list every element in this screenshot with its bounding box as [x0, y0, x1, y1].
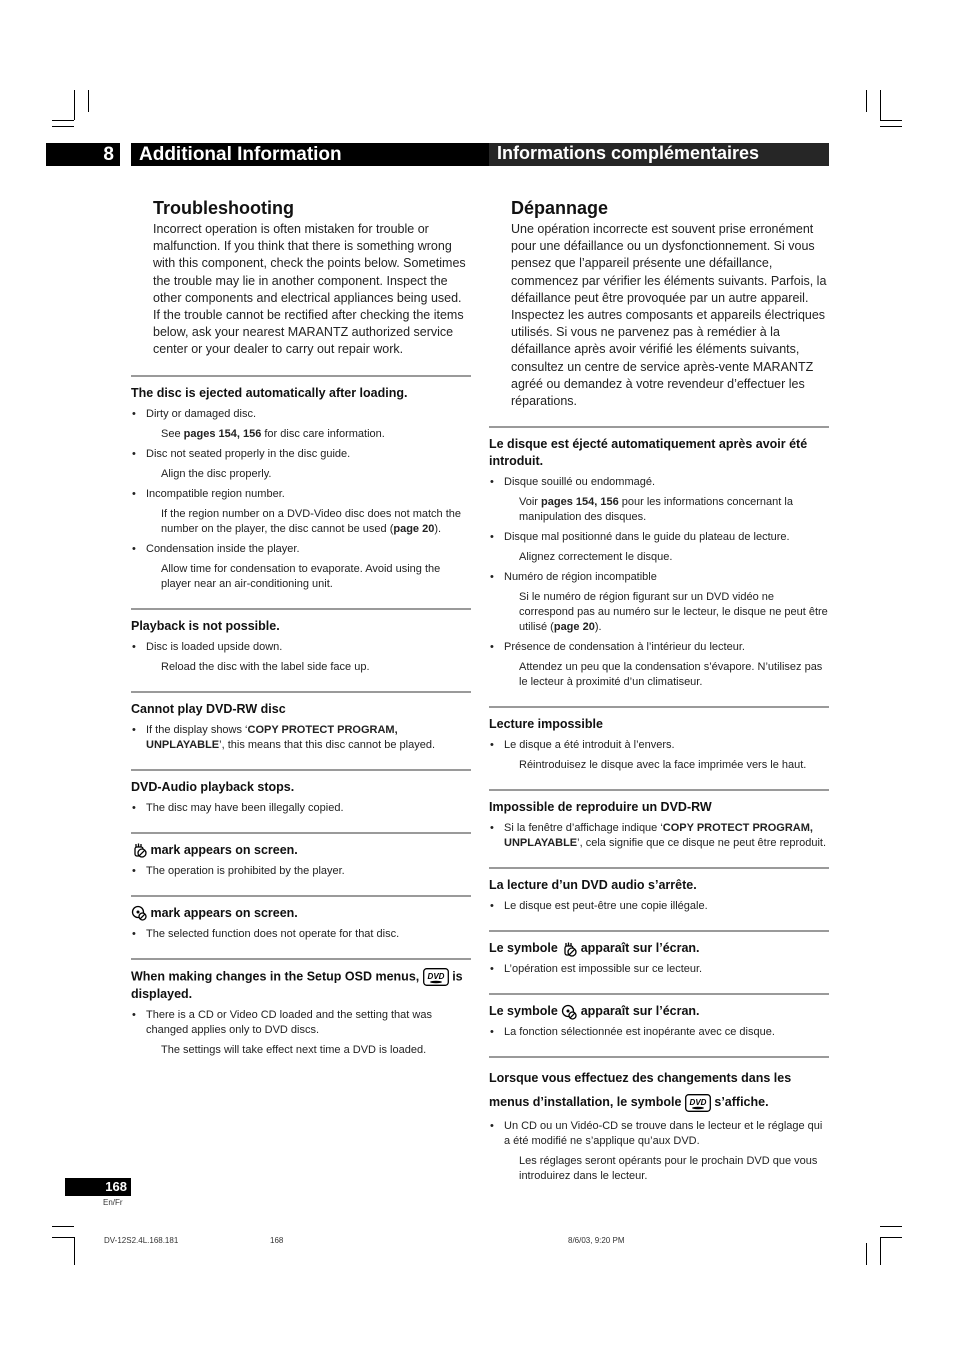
crop-mark	[880, 1226, 902, 1227]
bullet-icon: •	[132, 723, 136, 736]
bullet-icon: •	[490, 571, 494, 584]
bullet-icon: •	[132, 407, 136, 420]
list-item: • Un CD ou un Vidéo-CD se trouve dans le lecteur et le réglage qui a été modifié ne s’applique qu’aux DVD.	[490, 1120, 823, 1148]
list-item: • Dirty or damaged disc.	[132, 407, 257, 420]
section-title: When making changes in the Setup OSD menus, DVD is displayed.	[131, 968, 463, 1001]
list-item: • Disc not seated properly in the disc guide.	[132, 447, 351, 460]
list-item: • Disque souillé ou endommagé.	[490, 476, 656, 489]
crop-mark	[880, 1237, 902, 1238]
bullet-icon: •	[490, 822, 494, 835]
section-title: Lorsque vous effectuez des changements dans les menus d’installation, le symbole DVD s’affiche.	[489, 1066, 829, 1114]
remedy: Les réglages seront opérants pour le prochain DVD que vous introduirez dans le lecteur.	[519, 1155, 818, 1183]
crop-mark	[880, 120, 902, 121]
disc-crossed-icon	[131, 905, 147, 921]
bullet-icon: •	[132, 447, 136, 460]
dvd-logo-icon	[685, 1094, 711, 1112]
section-title: Lecture impossible	[489, 717, 603, 732]
section-disc-mark	[131, 895, 471, 942]
crop-mark	[52, 120, 74, 121]
intro-text: Une opération incorrecte est souvent prise erronément pour une défaillance ou un dysfonctionnement. Si vous pensez que l’appareil présente une défaillance, commencez par vérifier les éléments suivants. Parfois, la défaillance peut être provoquée par un autre appareil. Inspectez les autres composants et appareils électriques utilisés. Si vous ne parvenez pas à remédier à la défaillance après avoir vérifié les éléments suivants, consultez un centre de service après-vente MARANTZ agréé ou demandez à votre revendeur d’effectuer les réparations.	[511, 222, 827, 409]
section-disc-ejected	[131, 375, 471, 592]
section-playback-not-possible	[131, 608, 471, 675]
dvd-logo-icon	[423, 968, 449, 986]
intro-text: Incorrect operation is often mistaken for trouble or malfunction. If you think that there is something wrong with this component, check the points below. Sometimes the trouble may lie in another component. Inspect the other components and electrical appliances being used. If the trouble cannot be rectified after checking the items below, ask your nearest MARANTZ authorized service center or your dealer to carry out repair work.	[153, 222, 466, 357]
list-item: • The selected function does not operate for that disc.	[132, 927, 400, 940]
french-column	[489, 198, 829, 1189]
crop-mark	[866, 90, 867, 112]
section-title: mark appears on screen.	[131, 905, 471, 922]
list-item: • Si la fenêtre d’affichage indique ‘COPY PROTECT PROGRAM, UNPLAYABLE’, cela signifie que ce disque ne peut être reproduit.	[490, 822, 827, 850]
list-item: • La fonction sélectionnée est inopérante avec ce disque.	[490, 1026, 775, 1039]
crop-mark	[880, 126, 902, 127]
crop-mark	[880, 90, 881, 120]
remedy: Align the disc properly.	[161, 467, 272, 480]
remedy: See pages 154, 156 for disc care information.	[161, 427, 385, 440]
crop-mark	[88, 90, 89, 112]
section-dvd-audio-stops	[131, 769, 471, 816]
svg-text:DVD: DVD	[427, 971, 445, 981]
chapter-title-fr: Informations complémentaires	[489, 143, 829, 166]
section-dvd-audio-fr	[489, 867, 829, 914]
list-item: • The operation is prohibited by the player.	[132, 864, 345, 877]
bullet-icon: •	[490, 531, 494, 544]
list-item: • Disc is loaded upside down.	[132, 640, 283, 653]
section-title: Le symbole apparaît sur l’écran.	[489, 1004, 700, 1019]
remedy: The settings will take effect next time a DVD is loaded.	[161, 1043, 427, 1056]
svg-text:DVD: DVD	[689, 1097, 707, 1107]
list-item: • Le disque a été introduit à l’envers.	[490, 739, 675, 752]
bullet-icon: •	[132, 542, 136, 555]
file-name: DV-12S2.4L.168.181	[104, 1236, 179, 1245]
section-title: mark appears on screen.	[131, 842, 471, 859]
section-title: DVD-Audio playback stops.	[131, 779, 295, 794]
bullet-icon: •	[490, 1120, 494, 1133]
section-symbole-disque	[489, 993, 829, 1040]
heading-depannage: Dépannage	[511, 198, 609, 218]
list-item: • Le disque est peut-être une copie illégale.	[490, 900, 708, 913]
list-item: • Condensation inside the player.	[132, 542, 300, 555]
list-item: • Numéro de région incompatible	[490, 571, 657, 584]
english-column	[131, 198, 471, 1063]
bullet-icon: •	[132, 927, 136, 940]
section-lecture-impossible	[489, 706, 829, 773]
crop-mark	[52, 1237, 74, 1238]
bullet-icon: •	[132, 864, 136, 877]
section-setup-osd	[131, 958, 471, 1058]
bullet-icon: •	[490, 1026, 494, 1039]
section-dvd-rw-fr	[489, 789, 829, 851]
list-item: • L’opération est impossible sur ce lecteur.	[490, 963, 703, 976]
section-title: The disc is ejected automatically after loading.	[131, 385, 408, 400]
section-menus-installation	[489, 1056, 829, 1184]
heading-troubleshooting: Troubleshooting	[153, 198, 294, 218]
bullet-icon: •	[490, 739, 494, 752]
remedy: If the region number on a DVD-Video disc does not match the number on the player, the disc cannot be used (page 20).	[161, 507, 462, 535]
crop-mark	[880, 1237, 881, 1265]
prohibited-hand-icon	[561, 941, 577, 957]
section-title: La lecture d’un DVD audio s’arrête.	[489, 878, 697, 893]
remedy: Voir pages 154, 156 pour les informations concernant la manipulation des disques.	[519, 496, 793, 524]
chapter-title-en: Additional Information	[131, 143, 489, 166]
language-code: En/Fr	[103, 1198, 123, 1207]
crop-mark	[52, 126, 74, 127]
list-item: • If the display shows ‘COPY PROTECT PROGRAM, UNPLAYABLE’, this means that this disc cannot be played.	[132, 723, 435, 751]
list-item: • The disc may have been illegally copied.	[132, 801, 344, 814]
disc-crossed-icon	[561, 1004, 577, 1020]
section-prohibit-mark	[131, 832, 471, 879]
remedy: Reload the disc with the label side face up.	[161, 660, 370, 673]
remedy: Alignez correctement le disque.	[519, 551, 673, 564]
crop-mark	[866, 1243, 867, 1265]
section-dvd-rw	[131, 691, 471, 753]
page-reference: 168	[270, 1236, 284, 1245]
list-item: • Incompatible region number.	[132, 487, 285, 500]
bullet-icon: •	[490, 963, 494, 976]
section-title: Cannot play DVD-RW disc	[131, 701, 286, 716]
bullet-icon: •	[490, 641, 494, 654]
crop-mark	[74, 90, 75, 120]
list-item: • There is a CD or Video CD loaded and the setting that was changed applies only to DVD discs.	[132, 1008, 432, 1036]
bullet-icon: •	[132, 487, 136, 500]
section-title: Le disque est éjecté automatiquement après avoir été introduit.	[489, 437, 808, 469]
section-title: Impossible de reproduire un DVD-RW	[489, 800, 712, 815]
bullet-icon: •	[490, 900, 494, 913]
section-symbole-interdit	[489, 930, 829, 977]
remedy: Attendez un peu que la condensation s’évapore. N’utilisez pas le lecteur à proximité d’un climatiseur.	[519, 661, 823, 689]
section-disque-ejecte	[489, 426, 829, 690]
bullet-icon: •	[132, 1008, 136, 1021]
section-title: Le symbole apparaît sur l’écran.	[489, 941, 700, 956]
bullet-icon: •	[490, 476, 494, 489]
list-item: • Présence de condensation à l’intérieur du lecteur.	[490, 641, 745, 654]
bullet-icon: •	[132, 640, 136, 653]
remedy: Réintroduisez le disque avec la face imprimée vers le haut.	[519, 759, 807, 772]
prohibited-hand-icon	[131, 842, 147, 858]
crop-mark	[74, 1237, 75, 1265]
remedy: Allow time for condensation to evaporate. Avoid using the player near an air-conditioning unit.	[161, 562, 441, 590]
chapter-number: 8	[46, 143, 120, 166]
bullet-icon: •	[132, 801, 136, 814]
print-datetime: 8/6/03, 9:20 PM	[568, 1236, 625, 1245]
section-title: Playback is not possible.	[131, 618, 280, 633]
list-item: • Disque mal positionné dans le guide du plateau de lecture.	[490, 531, 790, 544]
page-number: 168	[65, 1178, 131, 1196]
remedy: Si le numéro de région figurant sur un DVD vidéo ne correspond pas au numéro sur le lecteur, le disque ne peut être utilisé (page 20).	[519, 591, 828, 634]
crop-mark	[52, 1226, 74, 1227]
